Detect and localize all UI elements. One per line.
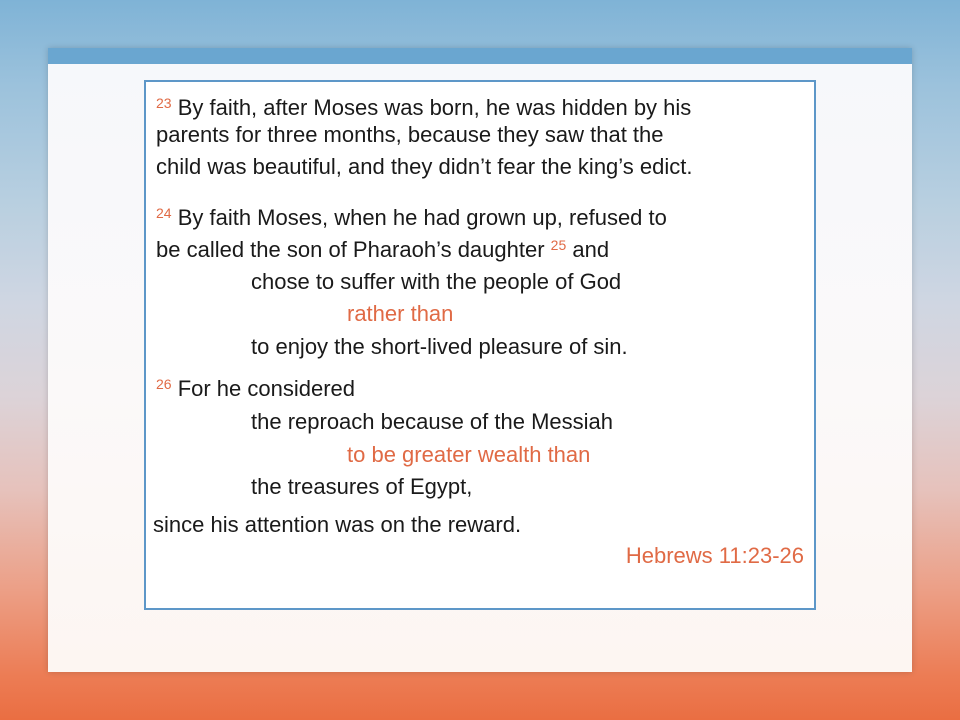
contrast-2-connector: to be greater wealth than [347,442,591,467]
verse-number-25: 25 [550,237,567,253]
scripture-reference: Hebrews 11:23-26 [625,543,804,568]
panel-top-bar [48,48,912,64]
verse-23-text-1: By faith, after Moses was born, he was hidden by his [171,95,692,120]
scripture-text-box [144,80,816,610]
verse-26-text: For he considered [171,376,356,401]
verse-number-26: 26 [156,376,172,392]
verse-25-text-start: and [566,237,610,262]
verse-23-line-3: child was beautiful, and they didn’t fear the king’s edict. [156,154,693,179]
verse-number-24: 24 [156,205,172,221]
verse-number-23: 23 [156,95,172,111]
verse-23-line-2: parents for three months, because they saw that the [156,122,664,147]
verse-24-text-2: be called the son of Pharaoh’s daughter [156,237,551,262]
contrast-1-connector: rather than [347,301,454,326]
contrast-2-a: the reproach because of the Messiah [251,409,614,434]
contrast-1-b: to enjoy the short-lived pleasure of sin. [251,334,628,359]
verse-24-text-1: By faith Moses, when he had grown up, refused to [171,205,667,230]
contrast-1-a: chose to suffer with the people of God [251,269,622,294]
closing-line: since his attention was on the reward. [153,512,522,537]
verse-24-line-1 [156,200,667,231]
verse-23-line-1 [156,90,691,121]
contrast-2-b: the treasures of Egypt, [251,474,473,499]
verse-26-line [156,371,355,402]
verse-24-line-2 [156,232,609,263]
